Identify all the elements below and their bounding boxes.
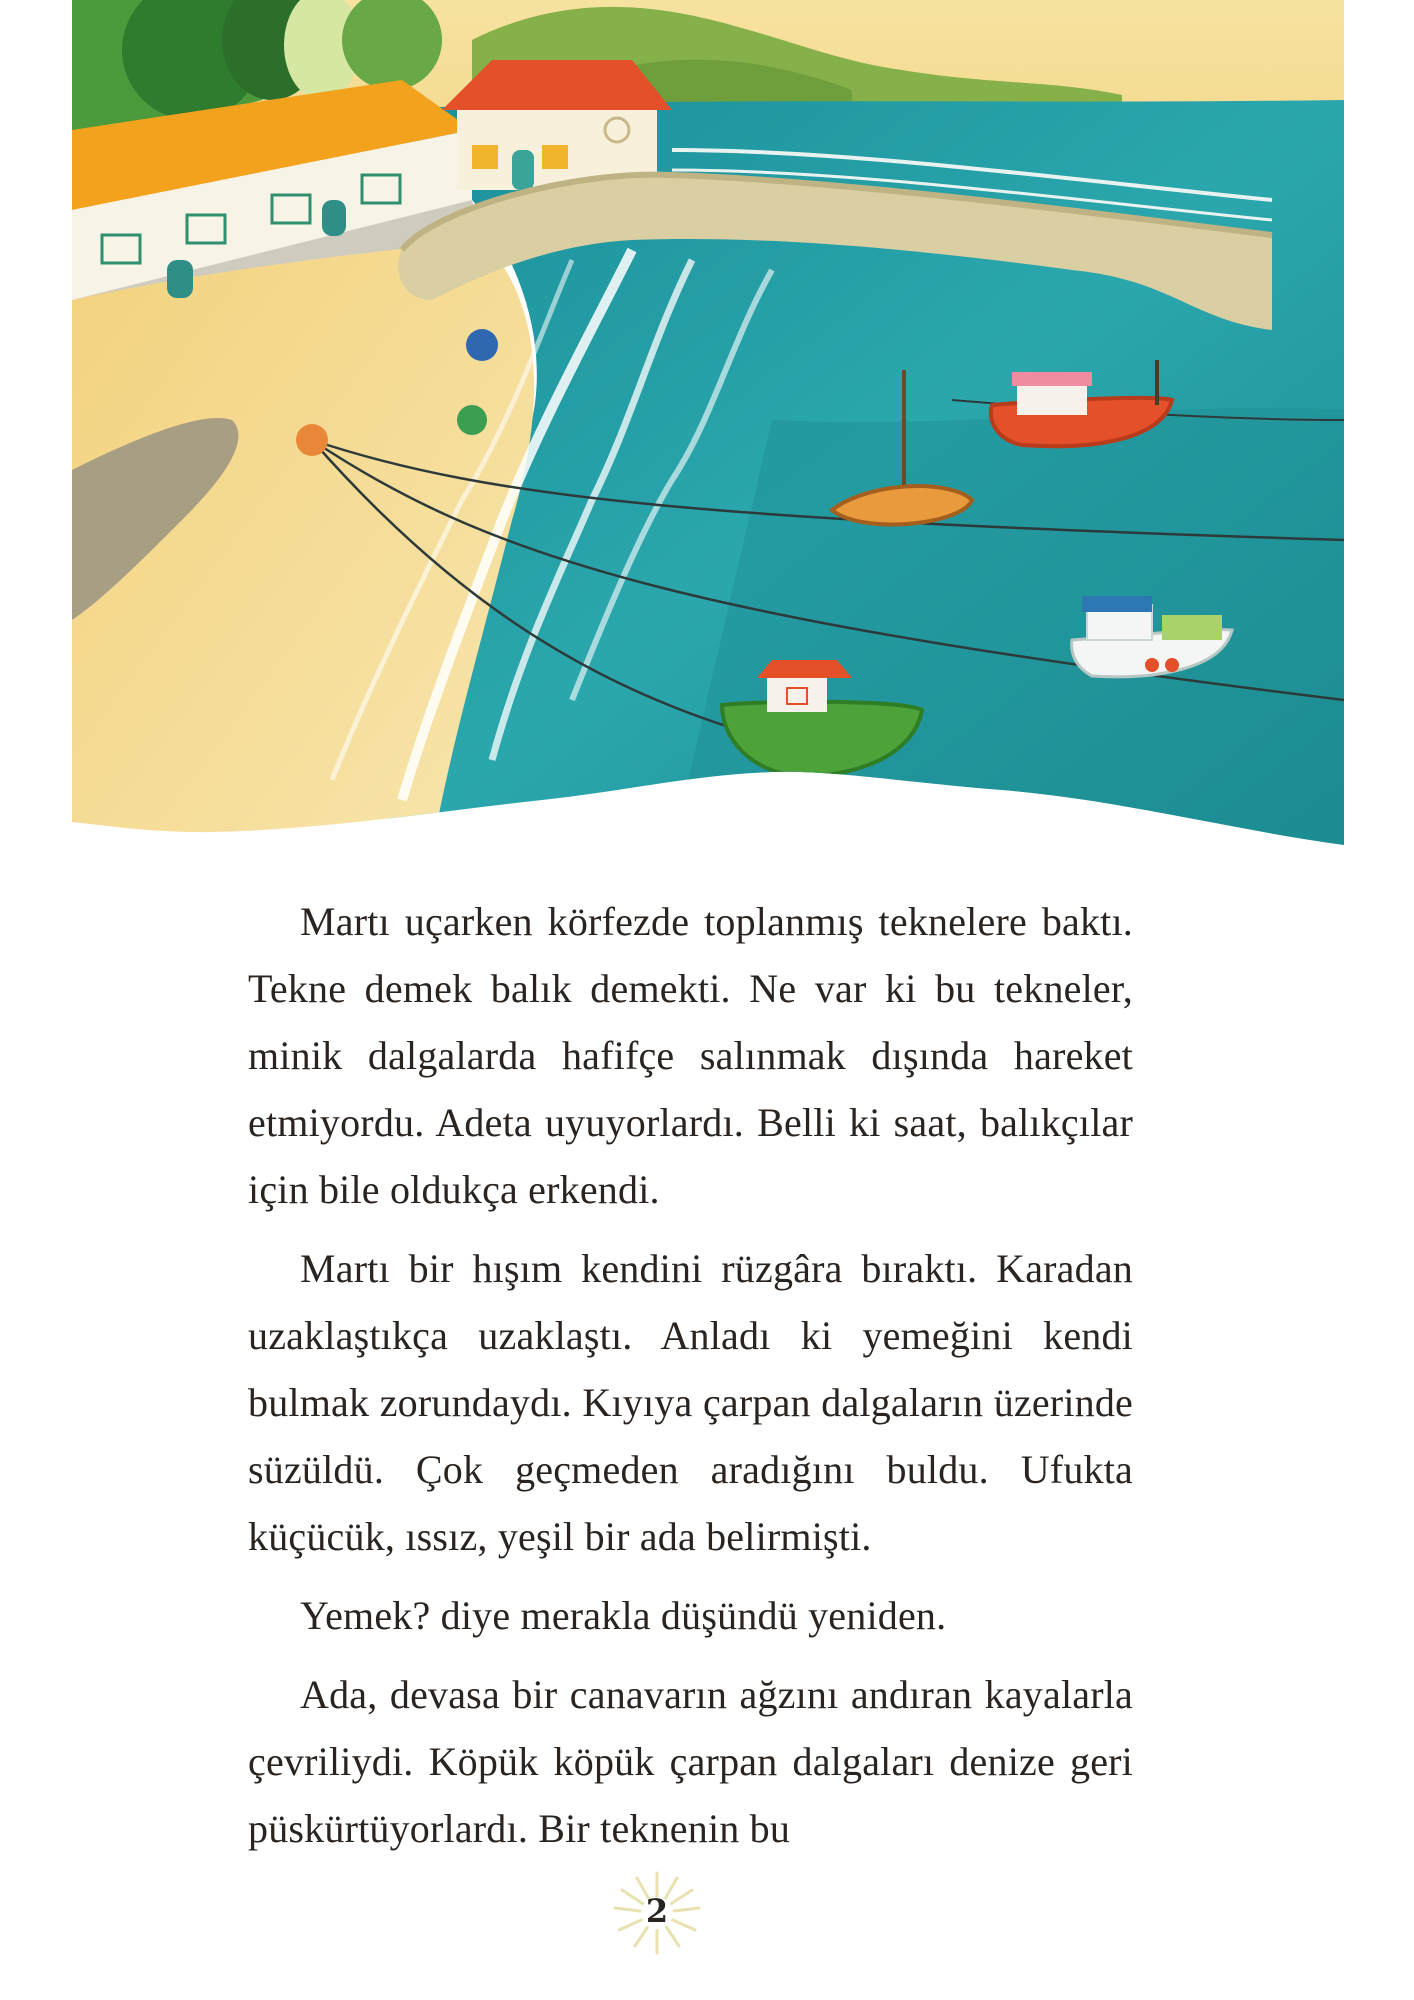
paragraph-1: Martı uçarken körfezde toplanmış teknelere baktı. Tekne demek balık demekti. Ne var ki bu tekneler, minik dalgalarda hafifçe salınmak dışında hareket etmiyordu. Adeta uyuyorlardı. Belli ki saat, balıkçılar için bile oldukça erkendi. [248,899,1133,1212]
story-text [248,888,1133,1874]
orange-buoy [296,424,328,456]
paragraph-3: Yemek? diye merakla düşündü yeniden. [300,1593,947,1638]
paragraph-4: Ada, devasa bir canavarın ağzını andıran kayalarla çevriliydi. Köpük köpük çarpan dalgaları denize geri püskürtüyorlardı. Bir teknenin bu [248,1672,1133,1851]
page-number-badge [607,1868,707,1958]
harbor-scene-svg [72,0,1344,850]
blue-buoy [466,329,498,361]
green-buoy [457,405,487,435]
page-number: 2 [645,1892,669,1930]
door [512,150,534,190]
harbor-illustration [72,0,1344,850]
paragraph-2: Martı bir hışım kendini rüzgâra bıraktı. Karadan uzaklaştıkça uzaklaştı. Anladı ki yemeğini kendi bulmak zorundaydı. Kıyıya çarpan dalgaların üzerinde süzüldü. Çok geçmeden aradığını buldu. Ufukta küçücük, ıssız, yeşil bir ada belirmişti. [248,1246,1133,1559]
door [167,260,193,298]
window [472,145,498,169]
